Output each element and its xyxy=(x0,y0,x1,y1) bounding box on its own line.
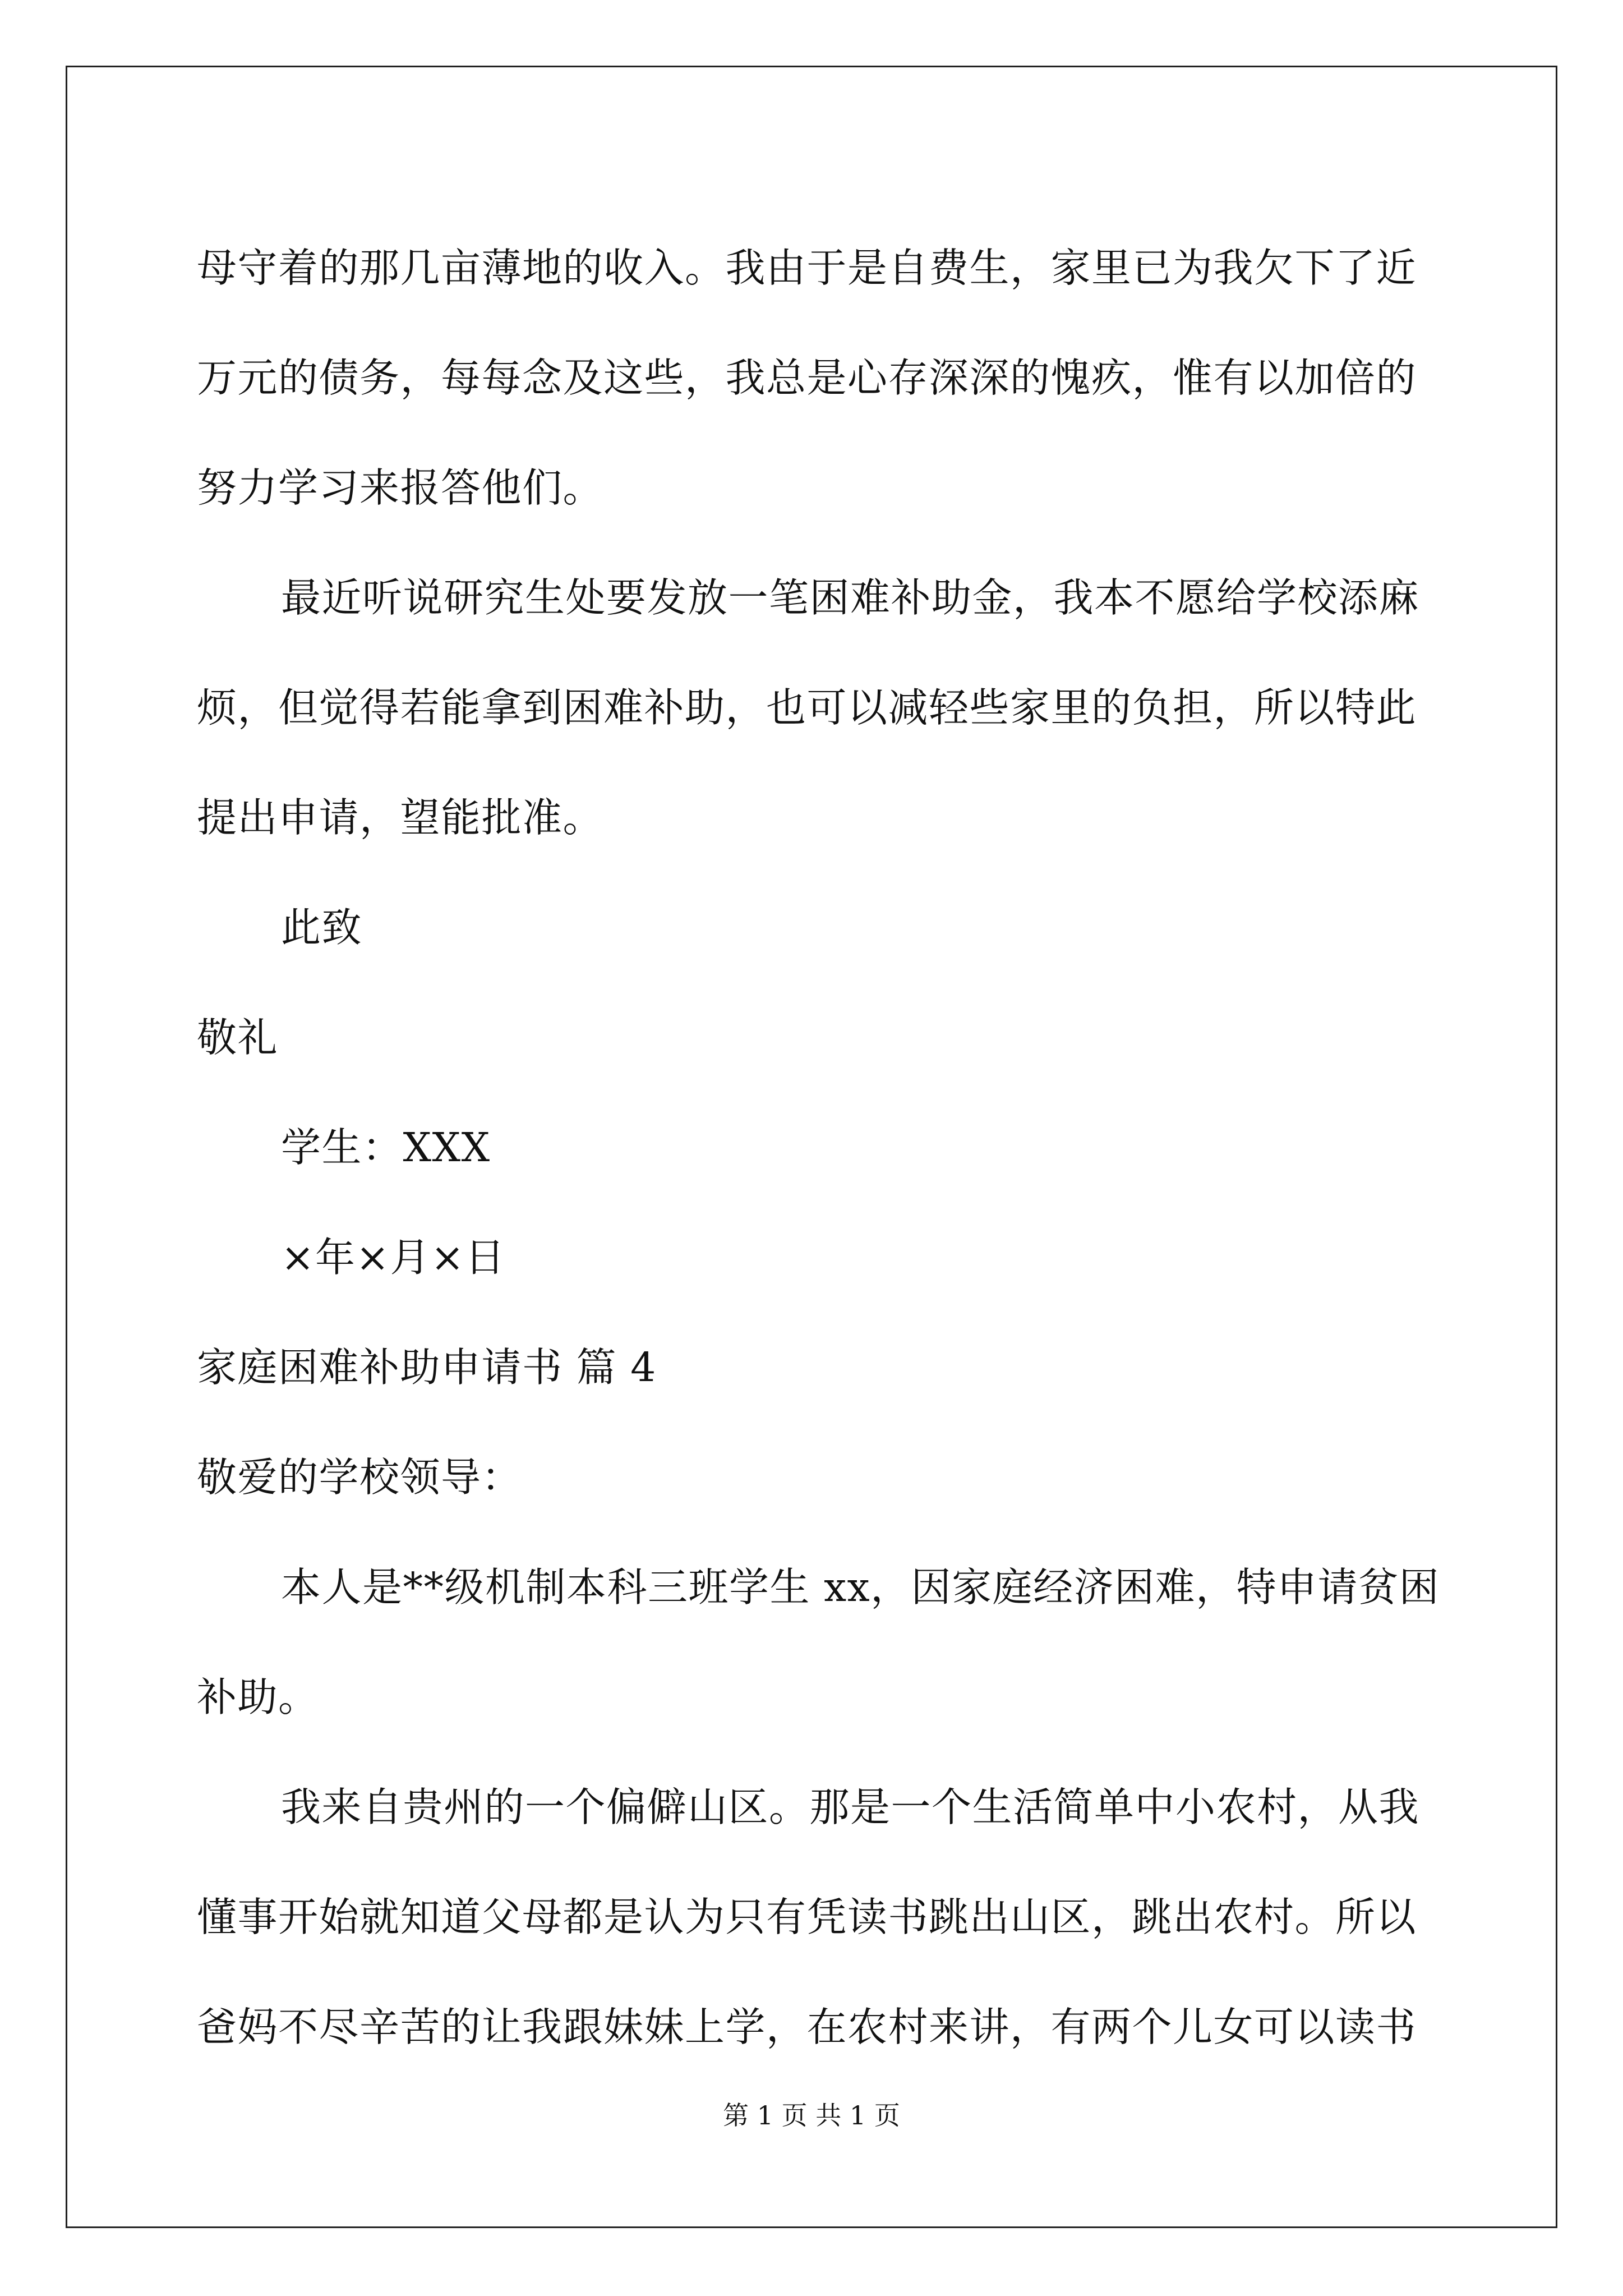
paragraph-line: 本人是**级机制本科三班学生 xx，因家庭经济困难，特申请贫困 xyxy=(281,1564,1440,1611)
document-body xyxy=(197,213,1440,2082)
paragraph-line: 万元的债务，每每念及这些，我总是心存深深的愧疚，惟有以加倍的 xyxy=(197,355,1417,401)
paragraph-line: 提出申请，望能批准。 xyxy=(197,794,604,841)
paragraph-line: 懂事开始就知道父母都是认为只有凭读书跳出山区，跳出农村。所以 xyxy=(197,1894,1417,1940)
signature-date: ×年×月×日 xyxy=(281,1234,506,1281)
paragraph-line: 最近听说研究生处要发放一笔困难补助金，我本不愿给学校添麻 xyxy=(281,574,1420,621)
signature-student: 学生：XXX xyxy=(281,1124,491,1171)
paragraph-line: 母守着的那几亩薄地的收入。我由于是自费生，家里已为我欠下了近 xyxy=(197,245,1417,291)
section-title: 家庭困难补助申请书 篇 4 xyxy=(197,1344,657,1391)
letter-greeting: 敬爱的学校领导： xyxy=(197,1454,523,1501)
closing-regards: 敬礼 xyxy=(197,1014,279,1061)
page-number-footer: 第 1 页 共 1 页 xyxy=(723,2100,900,2131)
paragraph-line: 补助。 xyxy=(197,1674,319,1720)
paragraph-line: 我来自贵州的一个偏僻山区。那是一个生活简单中小农村，从我 xyxy=(281,1784,1420,1830)
paragraph-line: 努力学习来报答他们。 xyxy=(197,464,604,511)
paragraph-line: 烦，但觉得若能拿到困难补助，也可以减轻些家里的负担，所以特此 xyxy=(197,684,1417,731)
paragraph-line: 爸妈不尽辛苦的让我跟妹妹上学，在农村来讲，有两个儿女可以读书 xyxy=(197,2004,1417,2050)
closing-salutation: 此致 xyxy=(281,904,363,951)
